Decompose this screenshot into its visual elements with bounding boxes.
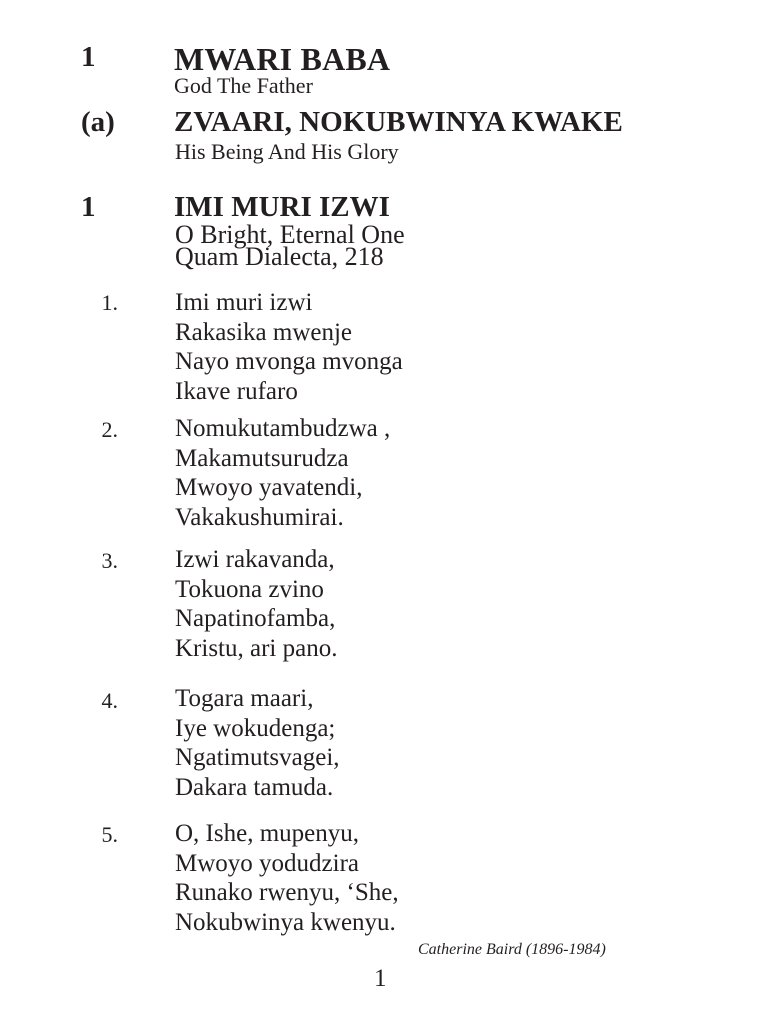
page-number: 1	[374, 965, 387, 992]
verse-line: Izwi rakavanda,	[175, 546, 335, 573]
verse-5	[175, 819, 399, 937]
verse-2	[175, 414, 390, 532]
verse-line: O, Ishe, mupenyu,	[175, 820, 359, 847]
verse-line: Nayo mvonga mvonga	[175, 348, 403, 375]
verse-line: Mwoyo yodudzira	[175, 849, 359, 877]
verse-number: 5.	[101, 822, 118, 847]
verse-line: Kristu, ari pano.	[175, 634, 338, 662]
hymn-title: IMI MURI IZWI	[174, 191, 390, 223]
verse-number: 1.	[101, 290, 118, 315]
hymn-english-title: O Bright, Eternal One	[175, 220, 405, 249]
verse-line: Togara maari,	[175, 685, 314, 712]
verse-line: Ikave rufaro	[175, 377, 298, 405]
verse-line: Makamutsurudza	[175, 444, 349, 472]
subsection-subtitle: His Being And His Glory	[175, 139, 399, 164]
verse-line: Imi muri izwi	[175, 289, 313, 316]
verse-line: Tokuona zvino	[175, 575, 324, 603]
verse-line: Iye wokudenga;	[175, 714, 336, 742]
verse-line: Vakakushumirai.	[175, 503, 344, 531]
verse-4	[175, 684, 340, 802]
verse-line: Dakara tamuda.	[175, 773, 334, 801]
hymn-number: 1	[81, 191, 96, 223]
verse-line: Nomukutambudzwa ,	[175, 415, 391, 442]
verse-1	[175, 288, 403, 406]
verse-line: Runako rwenyu, ‘She,	[175, 879, 399, 906]
section-title: MWARI BABA	[174, 41, 391, 77]
section-subtitle: God The Father	[174, 73, 313, 98]
section-number: 1	[81, 41, 96, 73]
subsection-title: ZVAARI, NOKUBWINYA KWAKE	[174, 106, 623, 138]
author-credit: Catherine Baird (1896-1984)	[418, 941, 606, 958]
subsection-label: (a)	[81, 106, 115, 138]
hymn-tune: Quam Dialecta, 218	[175, 242, 384, 271]
verse-line: Mwoyo yavatendi,	[175, 474, 363, 501]
verse-line: Rakasika mwenje	[175, 318, 353, 346]
verse-3	[175, 545, 337, 663]
verse-line: Nokubwinya kwenyu.	[175, 908, 396, 936]
verse-line: Napatinofamba,	[175, 605, 336, 632]
verse-number: 2.	[101, 417, 118, 442]
verse-line: Ngatimutsvagei,	[175, 744, 340, 771]
verse-number: 4.	[101, 688, 118, 713]
verse-number: 3.	[101, 548, 118, 573]
